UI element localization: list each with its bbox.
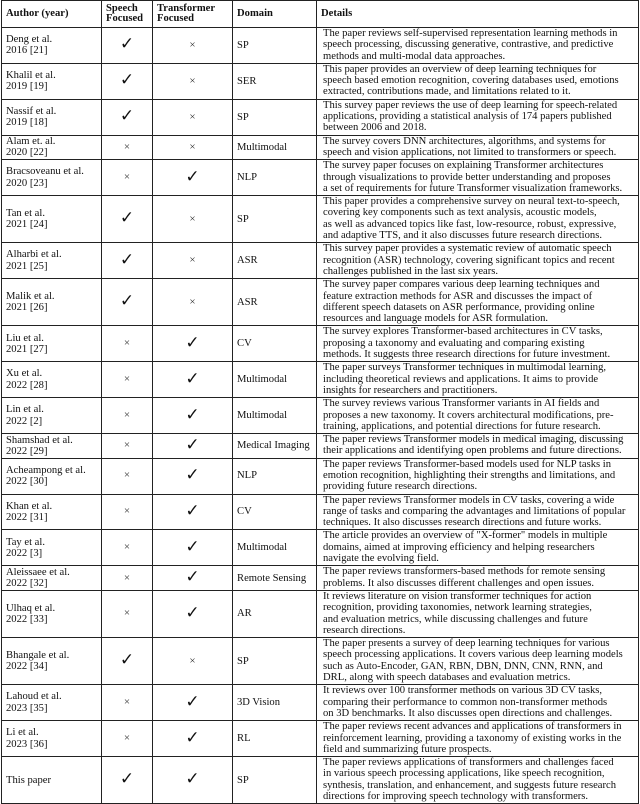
domain-cell: AR (233, 590, 317, 637)
author-cell (2, 279, 102, 326)
author-line: 2022 [28] (6, 379, 48, 391)
header-row (2, 1, 639, 28)
author-cell (2, 243, 102, 279)
details-line: recognition (ASR) technology, covering significant topics and recent (323, 254, 615, 266)
author-line: 2021 [26] (6, 302, 48, 314)
author-line: 2022 [34] (6, 661, 48, 673)
details-line: The paper reviews Transformer models in CV tasks, covering a wide (323, 494, 615, 506)
table-row (2, 590, 639, 637)
author-line: Alam et. al. (6, 136, 56, 148)
table-row (2, 196, 639, 243)
speech-focused-cell (102, 721, 153, 757)
details-cell (317, 398, 639, 434)
details-cell (317, 458, 639, 494)
details-line: techniques. It also discusses research directions and future works. (323, 517, 602, 529)
details-line: This paper provides an overview of deep learning techniques for (323, 63, 597, 75)
author-cell (2, 757, 102, 804)
author-cell (2, 326, 102, 362)
transformer-focused-cell (153, 530, 233, 566)
author-cell (2, 638, 102, 685)
speech-focused-cell (102, 458, 153, 494)
author-line: Bhangale et al. (6, 649, 70, 661)
domain-cell: Multimodal (233, 398, 317, 434)
details-line: and evaluation metrics, while discussing challenges and future (323, 613, 588, 625)
cross-icon: × (123, 409, 131, 421)
domain-cell: ASR (233, 243, 317, 279)
author-line: 2016 [21] (6, 45, 48, 57)
transformer-focused-cell (153, 434, 233, 459)
transformer-focused-cell (153, 458, 233, 494)
details-line: insights for researchers and practitioners. (323, 384, 498, 396)
domain-cell: NLP (233, 458, 317, 494)
author-cell (2, 434, 102, 459)
header-speech-line: Speech (106, 2, 138, 14)
transformer-focused-cell (153, 196, 233, 243)
details-cell (317, 160, 639, 196)
details-line: methods and multi-modal data approaches. (323, 50, 506, 62)
details-line: navigate the evolving field. (323, 553, 439, 565)
author-line: Bracsoveanu et al. (6, 166, 84, 178)
details-line: This survey paper reviews the use of deep learning for speech-related (323, 99, 618, 111)
checkmark-icon: ✓ (185, 602, 200, 622)
author-line: Lin et al. (6, 404, 44, 416)
table-row (2, 243, 639, 279)
author-cell (2, 63, 102, 99)
details-cell (317, 638, 639, 685)
author-line: 2020 [23] (6, 177, 48, 189)
speech-focused-cell (102, 160, 153, 196)
checkmark-icon: ✓ (119, 249, 135, 269)
details-line: speech processing, discussing generative, contrastive, and predictive (323, 39, 614, 51)
author-line: Khan et al. (6, 500, 53, 512)
author-line: Khalil et al. (6, 70, 56, 82)
author-line: 2023 [36] (6, 738, 48, 750)
details-line: methods. It suggests three research directions for future investment. (323, 349, 611, 361)
speech-focused-cell (102, 63, 153, 99)
author-line: 2022 [30] (6, 476, 48, 488)
transformer-focused-cell (153, 721, 233, 757)
domain-cell: SP (233, 99, 317, 135)
transformer-focused-cell (153, 99, 233, 135)
details-line: proposes a new taxonomy. It covers architectural modifications, pre- (323, 409, 614, 421)
table-row (2, 362, 639, 398)
transformer-focused-cell (153, 362, 233, 398)
cross-icon: × (123, 439, 131, 452)
checkmark-icon: ✓ (119, 650, 135, 670)
details-line: This survey paper provides a systematic review of automatic speech (323, 243, 612, 255)
checkmark-icon: ✓ (185, 404, 200, 424)
author-line: 2020 [22] (6, 147, 48, 159)
table-row (2, 99, 639, 135)
details-line: speech based emotion recognition, covering databases used, emotions (323, 75, 619, 87)
author-line: Liu et al. (6, 332, 44, 344)
domain-cell: 3D Vision (233, 685, 317, 721)
checkmark-icon: ✓ (185, 691, 200, 711)
cross-icon: × (123, 140, 131, 153)
details-line: The paper presents a survey of deep learning techniques for various (323, 638, 610, 650)
cross-icon: × (189, 254, 196, 267)
author-line: 2019 [19] (6, 81, 48, 93)
details-line: reinforcement learning, providing a taxonomy of existing works in the (323, 732, 622, 744)
table-row (2, 434, 639, 459)
checkmark-icon: ✓ (119, 70, 135, 90)
cross-icon: × (123, 505, 131, 518)
domain-cell: Medical Imaging (233, 434, 317, 459)
author-line: Aleissaee et al. (6, 566, 70, 578)
table-row (2, 279, 639, 326)
details-cell (317, 63, 639, 99)
header-speech-focused (102, 1, 153, 28)
details-line: comparing their performance to common non-transformer methods (323, 696, 608, 708)
details-line: proposing a taxonomy and evaluating and comparing existing (323, 337, 585, 349)
table-row (2, 638, 639, 685)
author-line: 2022 [29] (6, 445, 48, 457)
details-cell (317, 721, 639, 757)
author-cell (2, 362, 102, 398)
header-domain: Domain (233, 1, 317, 28)
speech-focused-cell (102, 685, 153, 721)
author-line: 2021 [24] (6, 219, 48, 231)
author-line: 2022 [33] (6, 614, 48, 626)
author-line: Tay et al. (6, 536, 45, 548)
speech-focused-cell (102, 362, 153, 398)
header-details: Details (317, 1, 639, 28)
cross-icon: × (123, 373, 131, 386)
details-line: providing future research directions. (323, 481, 478, 493)
details-line: speech processing applications. It covers various deep learning models (323, 649, 623, 661)
table-row (2, 458, 639, 494)
author-line: 2019 [18] (6, 117, 48, 129)
details-line: DRL, along with speech databases and evaluation metrics. (323, 672, 571, 684)
details-line: synthesis, translation, and enhancement, and suggests future research (323, 779, 617, 791)
domain-cell: SP (233, 638, 317, 685)
cross-icon: × (123, 541, 131, 554)
cross-icon: × (123, 571, 131, 584)
details-line: The paper reviews self-supervised representation learning methods in (323, 28, 618, 39)
cross-icon: × (189, 38, 196, 51)
details-line: It reviews literature on vision transformer techniques for action (323, 590, 592, 602)
details-line: field and summarizing future prospects. (323, 743, 492, 755)
checkmark-icon: ✓ (119, 34, 135, 54)
speech-focused-cell (102, 530, 153, 566)
checkmark-icon: ✓ (185, 727, 200, 747)
author-cell (2, 458, 102, 494)
checkmark-icon: ✓ (185, 434, 200, 454)
author-line: 2021 [25] (6, 260, 48, 272)
author-cell (2, 590, 102, 637)
cross-icon: × (189, 295, 196, 308)
details-line: It reviews over 100 transformer methods on various 3D CV tasks, (323, 685, 603, 697)
author-cell (2, 530, 102, 566)
details-line: The paper reviews Transformer-based models used for NLP tasks in (323, 458, 612, 470)
details-line: such as Auto-Encoder, GAN, RBN, DBN, DNN, CNN, RNN, and (323, 660, 603, 672)
details-cell (317, 28, 639, 64)
transformer-focused-cell (153, 326, 233, 362)
cross-icon: × (189, 212, 196, 225)
details-line: training, applications, and potential directions for future research. (323, 420, 601, 432)
details-cell (317, 326, 639, 362)
table-row (2, 28, 639, 64)
cross-icon: × (123, 171, 131, 184)
author-line: 2022 [3] (6, 547, 43, 559)
table-row (2, 566, 639, 591)
checkmark-icon: ✓ (185, 464, 200, 484)
domain-cell: RL (233, 721, 317, 757)
cross-icon: × (123, 732, 131, 745)
author-line: 2022 [2] (6, 415, 43, 427)
details-cell (317, 279, 639, 326)
speech-focused-cell (102, 638, 153, 685)
transformer-focused-cell (153, 135, 233, 160)
author-line: 2022 [31] (6, 512, 48, 524)
checkmark-icon: ✓ (185, 166, 200, 186)
details-line: emotion recognition, highlighting their strengths and limitations, and (323, 469, 616, 481)
details-line: The paper reviews Transformer models in medical imaging, discussing (323, 434, 624, 446)
speech-focused-cell (102, 135, 153, 160)
cross-icon: × (189, 654, 196, 667)
details-line: The paper reviews recent advances and applications of transformers in (323, 721, 622, 733)
details-line: resources and language models for ASR formulation. (323, 313, 549, 325)
speech-focused-cell (102, 434, 153, 459)
table-row (2, 160, 639, 196)
table-body (2, 28, 639, 804)
details-cell (317, 135, 639, 160)
author-line: Li et al. (6, 727, 39, 739)
cross-icon: × (123, 696, 131, 709)
transformer-focused-cell (153, 494, 233, 530)
header-transformer-line: Focused (157, 13, 195, 24)
author-line: Acheampong et al. (6, 464, 86, 476)
domain-cell: ASR (233, 279, 317, 326)
checkmark-icon: ✓ (185, 536, 200, 556)
table-row (2, 63, 639, 99)
details-line: between 2006 and 2018. (323, 122, 427, 134)
details-cell (317, 757, 639, 804)
survey-comparison-table (1, 0, 639, 804)
transformer-focused-cell (153, 160, 233, 196)
checkmark-icon: ✓ (185, 567, 200, 586)
transformer-focused-cell (153, 63, 233, 99)
author-line: 2023 [35] (6, 702, 48, 714)
domain-cell: SER (233, 63, 317, 99)
speech-focused-cell (102, 243, 153, 279)
domain-cell: CV (233, 494, 317, 530)
author-cell (2, 721, 102, 757)
transformer-focused-cell (153, 243, 233, 279)
details-line: The survey covers DNN architectures, algorithms, and systems for (323, 135, 606, 147)
speech-focused-cell (102, 494, 153, 530)
domain-cell: SP (233, 757, 317, 804)
table-row (2, 326, 639, 362)
details-cell (317, 530, 639, 566)
author-line: Deng et al. (6, 34, 53, 46)
cross-icon: × (189, 140, 196, 153)
details-line: including theoretical reviews and applications. It aims to provide (323, 373, 599, 385)
author-line: 2022 [32] (6, 578, 48, 590)
author-cell (2, 398, 102, 434)
table-row (2, 757, 639, 804)
author-line: Lahoud et al. (6, 691, 62, 703)
details-line: directions for improving speech technology with transformers. (323, 791, 589, 802)
header-speech-line: Focused (106, 13, 144, 24)
author-cell (2, 685, 102, 721)
details-line: research directions. (323, 624, 406, 636)
transformer-focused-cell (153, 685, 233, 721)
author-line: Shamshad et al. (6, 434, 73, 446)
author-cell (2, 160, 102, 196)
table-row (2, 721, 639, 757)
details-line: recognition, providing taxonomies, network learning strategies, (323, 602, 592, 614)
details-line: The paper reviews applications of transformers and challenges faced (323, 757, 614, 769)
details-cell (317, 590, 639, 637)
transformer-focused-cell (153, 757, 233, 804)
table-row (2, 135, 639, 160)
author-cell (2, 28, 102, 64)
transformer-focused-cell (153, 398, 233, 434)
details-cell (317, 99, 639, 135)
details-cell (317, 434, 639, 459)
details-cell (317, 362, 639, 398)
checkmark-icon: ✓ (119, 769, 135, 789)
details-line: through visualizations to provide better understanding and proposes (323, 171, 611, 183)
details-line: different speech datasets on ASR performance, providing online (323, 301, 595, 313)
transformer-focused-cell (153, 590, 233, 637)
details-line: The paper surveys Transformer techniques in multimodal learning, (323, 362, 607, 374)
details-cell (317, 685, 639, 721)
details-line: domains, aimed at improving efficiency and helping researchers (323, 541, 595, 553)
speech-focused-cell (102, 590, 153, 637)
cross-icon: × (123, 469, 131, 482)
author-cell (2, 196, 102, 243)
cross-icon: × (189, 74, 196, 87)
details-cell (317, 566, 639, 591)
domain-cell: Multimodal (233, 530, 317, 566)
domain-cell: SP (233, 28, 317, 64)
author-cell (2, 99, 102, 135)
details-line: The paper reviews transformers-based methods for remote sensing (323, 566, 606, 578)
cross-icon: × (189, 110, 196, 123)
author-line: Ulhaq et al. (6, 602, 56, 614)
details-line: on 3D benchmarks. It also discusses open directions and challenges. (323, 707, 613, 719)
cross-icon: × (123, 607, 131, 620)
table-row (2, 494, 639, 530)
checkmark-icon: ✓ (119, 106, 135, 126)
details-line: This paper provides a comprehensive survey on neural text-to-speech, (323, 196, 620, 208)
table-row (2, 685, 639, 721)
details-cell (317, 196, 639, 243)
speech-focused-cell (102, 99, 153, 135)
checkmark-icon: ✓ (119, 291, 135, 311)
speech-focused-cell (102, 196, 153, 243)
details-line: and adaptive TTS, and it also discusses future research directions. (323, 230, 602, 242)
table-row (2, 398, 639, 434)
domain-cell: Multimodal (233, 362, 317, 398)
checkmark-icon: ✓ (185, 500, 200, 520)
speech-focused-cell (102, 398, 153, 434)
details-cell (317, 243, 639, 279)
domain-cell: NLP (233, 160, 317, 196)
details-line: a set of requirements for future Transformer visualization frameworks. (323, 182, 623, 194)
details-line: range of tasks and comparing the advantages and limitations of popular (323, 505, 626, 517)
details-line: their applications and identifying open problems and future directions. (323, 445, 622, 457)
domain-cell: Remote Sensing (233, 566, 317, 591)
speech-focused-cell (102, 566, 153, 591)
author-line: Malik et al. (6, 291, 55, 303)
domain-cell: CV (233, 326, 317, 362)
checkmark-icon: ✓ (185, 769, 200, 789)
details-line: The survey reviews various Transformer variants in AI fields and (323, 398, 600, 410)
checkmark-icon: ✓ (185, 368, 200, 388)
speech-focused-cell (102, 757, 153, 804)
details-line: The survey paper compares various deep learning techniques and (323, 279, 600, 291)
author-line: Alharbi et al. (6, 249, 62, 261)
transformer-focused-cell (153, 279, 233, 326)
domain-cell: SP (233, 196, 317, 243)
table-row (2, 530, 639, 566)
checkmark-icon: ✓ (185, 332, 200, 352)
author-line: Tan et al. (6, 207, 45, 219)
header-transformer-line: Transformer (157, 2, 216, 14)
details-line: covering key components such as text analysis, acoustic models, (323, 207, 597, 219)
details-line: challenges published in the last six years. (323, 265, 499, 277)
details-line: The survey paper focuses on explaining Transformer architectures (323, 160, 604, 172)
cross-icon: × (123, 337, 131, 350)
checkmark-icon: ✓ (119, 208, 135, 228)
details-line: problems. It also discusses different challenges and open issues. (323, 577, 595, 589)
details-line: applications, providing a statistical analysis of 174 papers published (323, 111, 612, 123)
author-cell (2, 135, 102, 160)
speech-focused-cell (102, 279, 153, 326)
transformer-focused-cell (153, 28, 233, 64)
details-line: The article provides an overview of "X-former" models in multiple (323, 530, 608, 542)
author-cell (2, 566, 102, 591)
details-line: in various speech processing applications, like speech recognition, (323, 768, 605, 780)
author-cell (2, 494, 102, 530)
author-line: 2021 [27] (6, 343, 48, 355)
transformer-focused-cell (153, 566, 233, 591)
author-line: Xu et al. (6, 368, 43, 380)
header-author: Author (year) (2, 1, 102, 28)
details-line: speech and vision applications, not limited to transformers or speech. (323, 146, 617, 158)
transformer-focused-cell (153, 638, 233, 685)
header-transformer-focused (153, 1, 233, 28)
domain-cell: Multimodal (233, 135, 317, 160)
details-line: feature extraction methods for ASR and discusses the impact of (323, 290, 593, 302)
details-line: The survey explores Transformer-based architectures in CV tasks, (323, 326, 603, 338)
details-line: extracted, contributions made, and limitations related to it. (323, 86, 571, 98)
speech-focused-cell (102, 326, 153, 362)
author-line: Nassif et al. (6, 105, 57, 117)
author-line: This paper (6, 774, 52, 786)
details-cell (317, 494, 639, 530)
details-line: as well as advanced topics like fast, low-resource, robust, expressive, (323, 218, 617, 230)
speech-focused-cell (102, 28, 153, 64)
